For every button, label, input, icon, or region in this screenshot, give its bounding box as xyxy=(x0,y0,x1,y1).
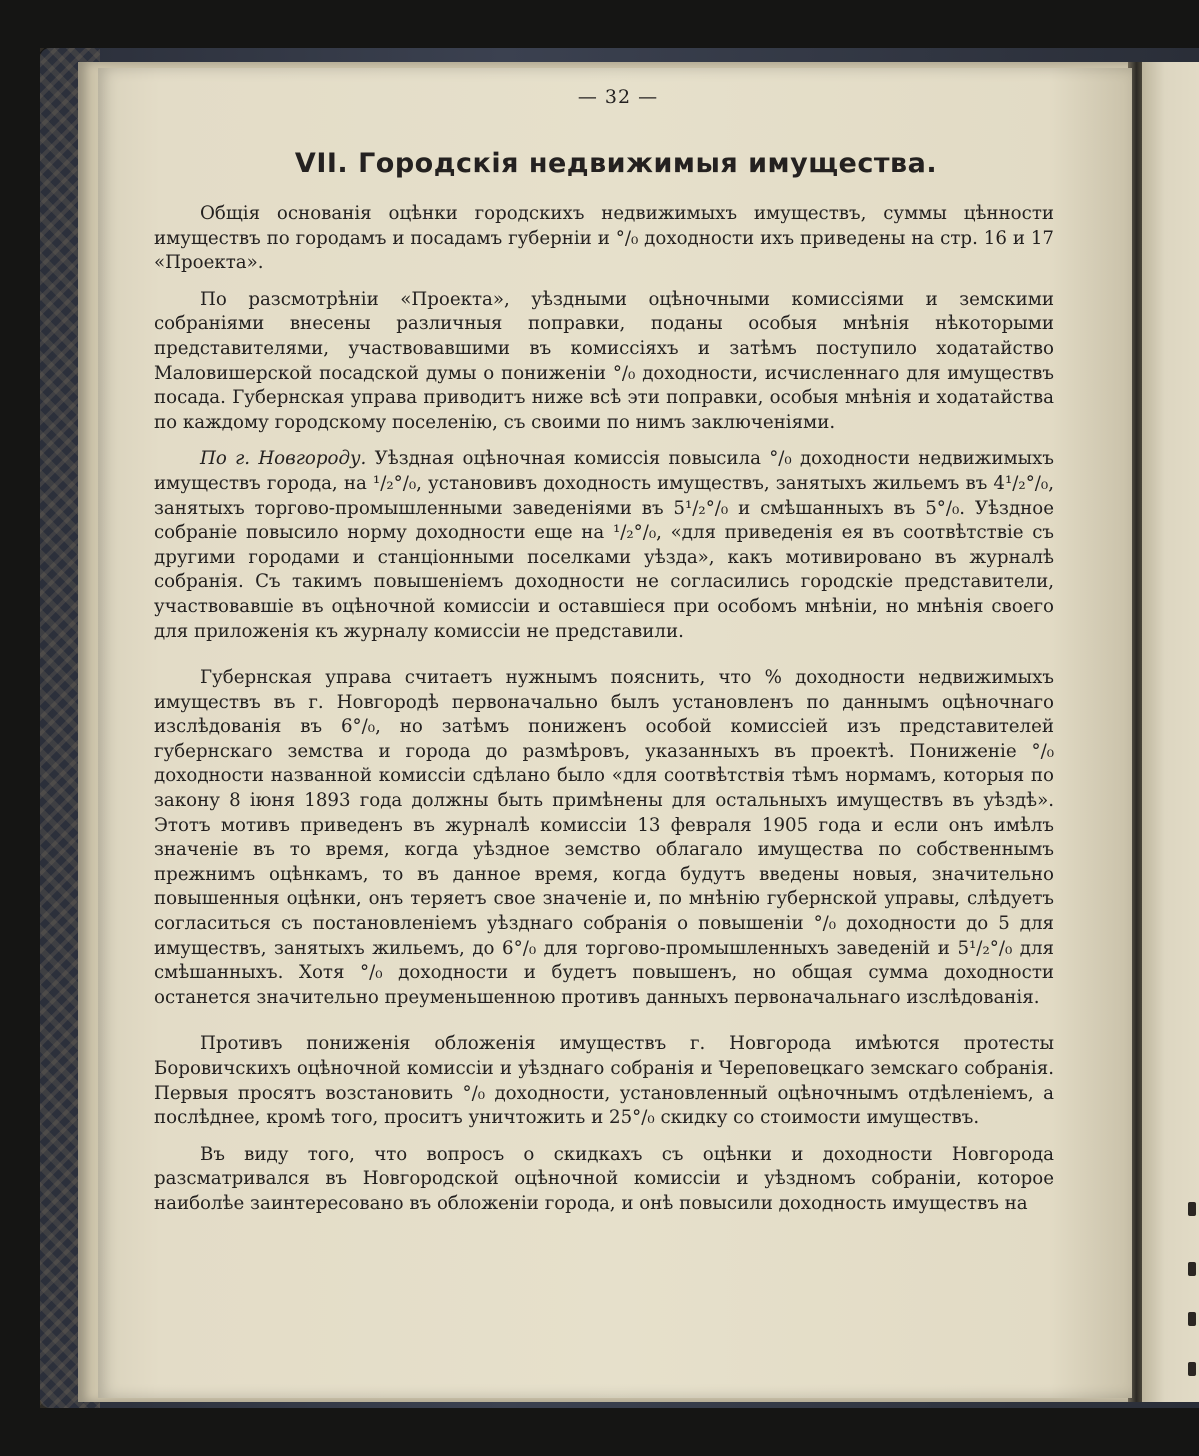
facing-page-glyph xyxy=(1188,1262,1196,1276)
document-page xyxy=(98,68,1132,1398)
page-number: — 32 — xyxy=(577,86,659,108)
paragraph xyxy=(154,202,1054,276)
paragraph-text: Общія основанія оцѣнки городскихъ недвижимыхъ имуществъ, суммы цѣнности имуществъ по городамъ и посадамъ губерніи и °/₀ доходности ихъ приведены на стр. 16 и 17 «Проекта». xyxy=(154,203,1054,274)
facing-page-edge xyxy=(1142,62,1199,1402)
facing-page-glyph xyxy=(1188,1202,1196,1216)
section-heading: VII. Городскія недвижимыя имущества. xyxy=(294,148,938,179)
paragraph-text: Губернская управа считаетъ нужнымъ пояснить, что % доходности недвижимыхъ имуществъ въ г. Новгородѣ первоначально былъ установленъ по даннымъ оцѣночнаго изслѣдованія въ 6°/₀, но затѣмъ пониженъ особой комиссіей изъ представителей губернскаго земства и города до размѣровъ, указанныхъ въ проектѣ. Пониженіе °/₀ доходности названной комиссіи сдѣлано было «для соотвѣтствія тѣмъ нормамъ, которыя по закону 8 іюня 1893 года должны быть примѣнены для остальныхъ имуществъ въ уѣздѣ». Этотъ мотивъ приведенъ въ журналѣ комиссіи 13 февраля 1905 года и если онъ имѣлъ значеніе въ то время, когда уѣздное земство облагало имущества по собственнымъ прежнимъ оцѣнкамъ, то въ данное время, когда будутъ введены новыя, значительно повышенныя оцѣнки, онъ теряетъ свое значеніе и, по мнѣнію губернской управы, слѣдуетъ согласиться съ постановленіемъ уѣзднаго собранія о повышеніи °/₀ доходности до 5 для имуществъ, занятыхъ жильемъ, до 6°/₀ для торгово-промышленныхъ заведеній и 5¹/₂°/₀ для смѣшанныхъ. Хотя °/₀ доходности и будетъ повышенъ, но общая сумма доходности останется значительно преуменьшенною противъ данныхъ первоначальнаго изслѣдованія. xyxy=(154,667,1054,1008)
paragraph xyxy=(154,447,1054,644)
paragraph-text: Противъ пониженія обложенія имуществъ г. Новгорода имѣются протесты Боровичскихъ оцѣночной комиссіи и уѣзднаго собранія и Череповецкаго земскаго собранія. Первыя просятъ возстановить °/₀ доходности, установленный оцѣночнымъ отдѣленіемъ, а послѣднее, кромѣ того, проситъ уничтожить и 25°/₀ скидку со стоимости имуществъ. xyxy=(154,1033,1054,1129)
paragraph-text: По разсмотрѣніи «Проекта», уѣздными оцѣночными комиссіями и земскими собраніями внесены различныя поправки, поданы особыя мнѣнія нѣкоторыми представителями, участвовавшими въ комиссіяхъ и затѣмъ поступило ходатайство Маловишерской посадской думы о пониженіи °/₀ доходности, исчисленнаго для имуществъ посада. Губернская управа приводитъ ниже всѣ эти поправки, особыя мнѣнія и ходатайства по каждому городскому поселенію, съ своими по нимъ заключеніями. xyxy=(154,288,1054,433)
paragraph xyxy=(154,666,1054,1010)
paragraph-text: Уѣздная оцѣночная комиссія повысила °/₀ доходности недвижимыхъ имуществъ города, на ¹/₂°/₀, установивъ доходность имуществъ, занятыхъ жильемъ въ 4¹/₂°/₀, занятыхъ торгово-промышленными заведеніями въ 5¹/₂°/₀ и смѣшанныхъ въ 5°/₀. Уѣздное собраніе повысило норму доходности еще на ¹/₂°/₀, «для приведенія ея въ соотвѣтствіе съ другими городами и станціонными поселками уѣзда», какъ мотивировано въ журналѣ собранія. Съ такимъ повышеніемъ доходности не согласились городскіе представители, участвовавшіе въ оцѣночной комиссіи и оставшіеся при особомъ мнѣніи, но мнѣнія своего для приложенія къ журналу комиссіи не представили. xyxy=(154,448,1054,642)
facing-page-glyph xyxy=(1188,1362,1196,1376)
paragraph xyxy=(154,288,1054,436)
paragraph-lead-italic: По г. Новгороду. xyxy=(200,448,367,470)
page-body xyxy=(154,202,1054,1233)
paragraph xyxy=(154,1143,1054,1217)
paragraph-text: Въ виду того, что вопросъ о скидкахъ съ оцѣнки и доходности Новгорода разсматривался въ Новгородской оцѣночной комиссіи и уѣздномъ собраніи, которое наиболѣе заинтересовано въ обложеніи города, и онѣ повысили доходность имуществъ на xyxy=(154,1143,1054,1214)
paragraph xyxy=(154,1032,1054,1130)
facing-page-glyph xyxy=(1188,1312,1196,1326)
